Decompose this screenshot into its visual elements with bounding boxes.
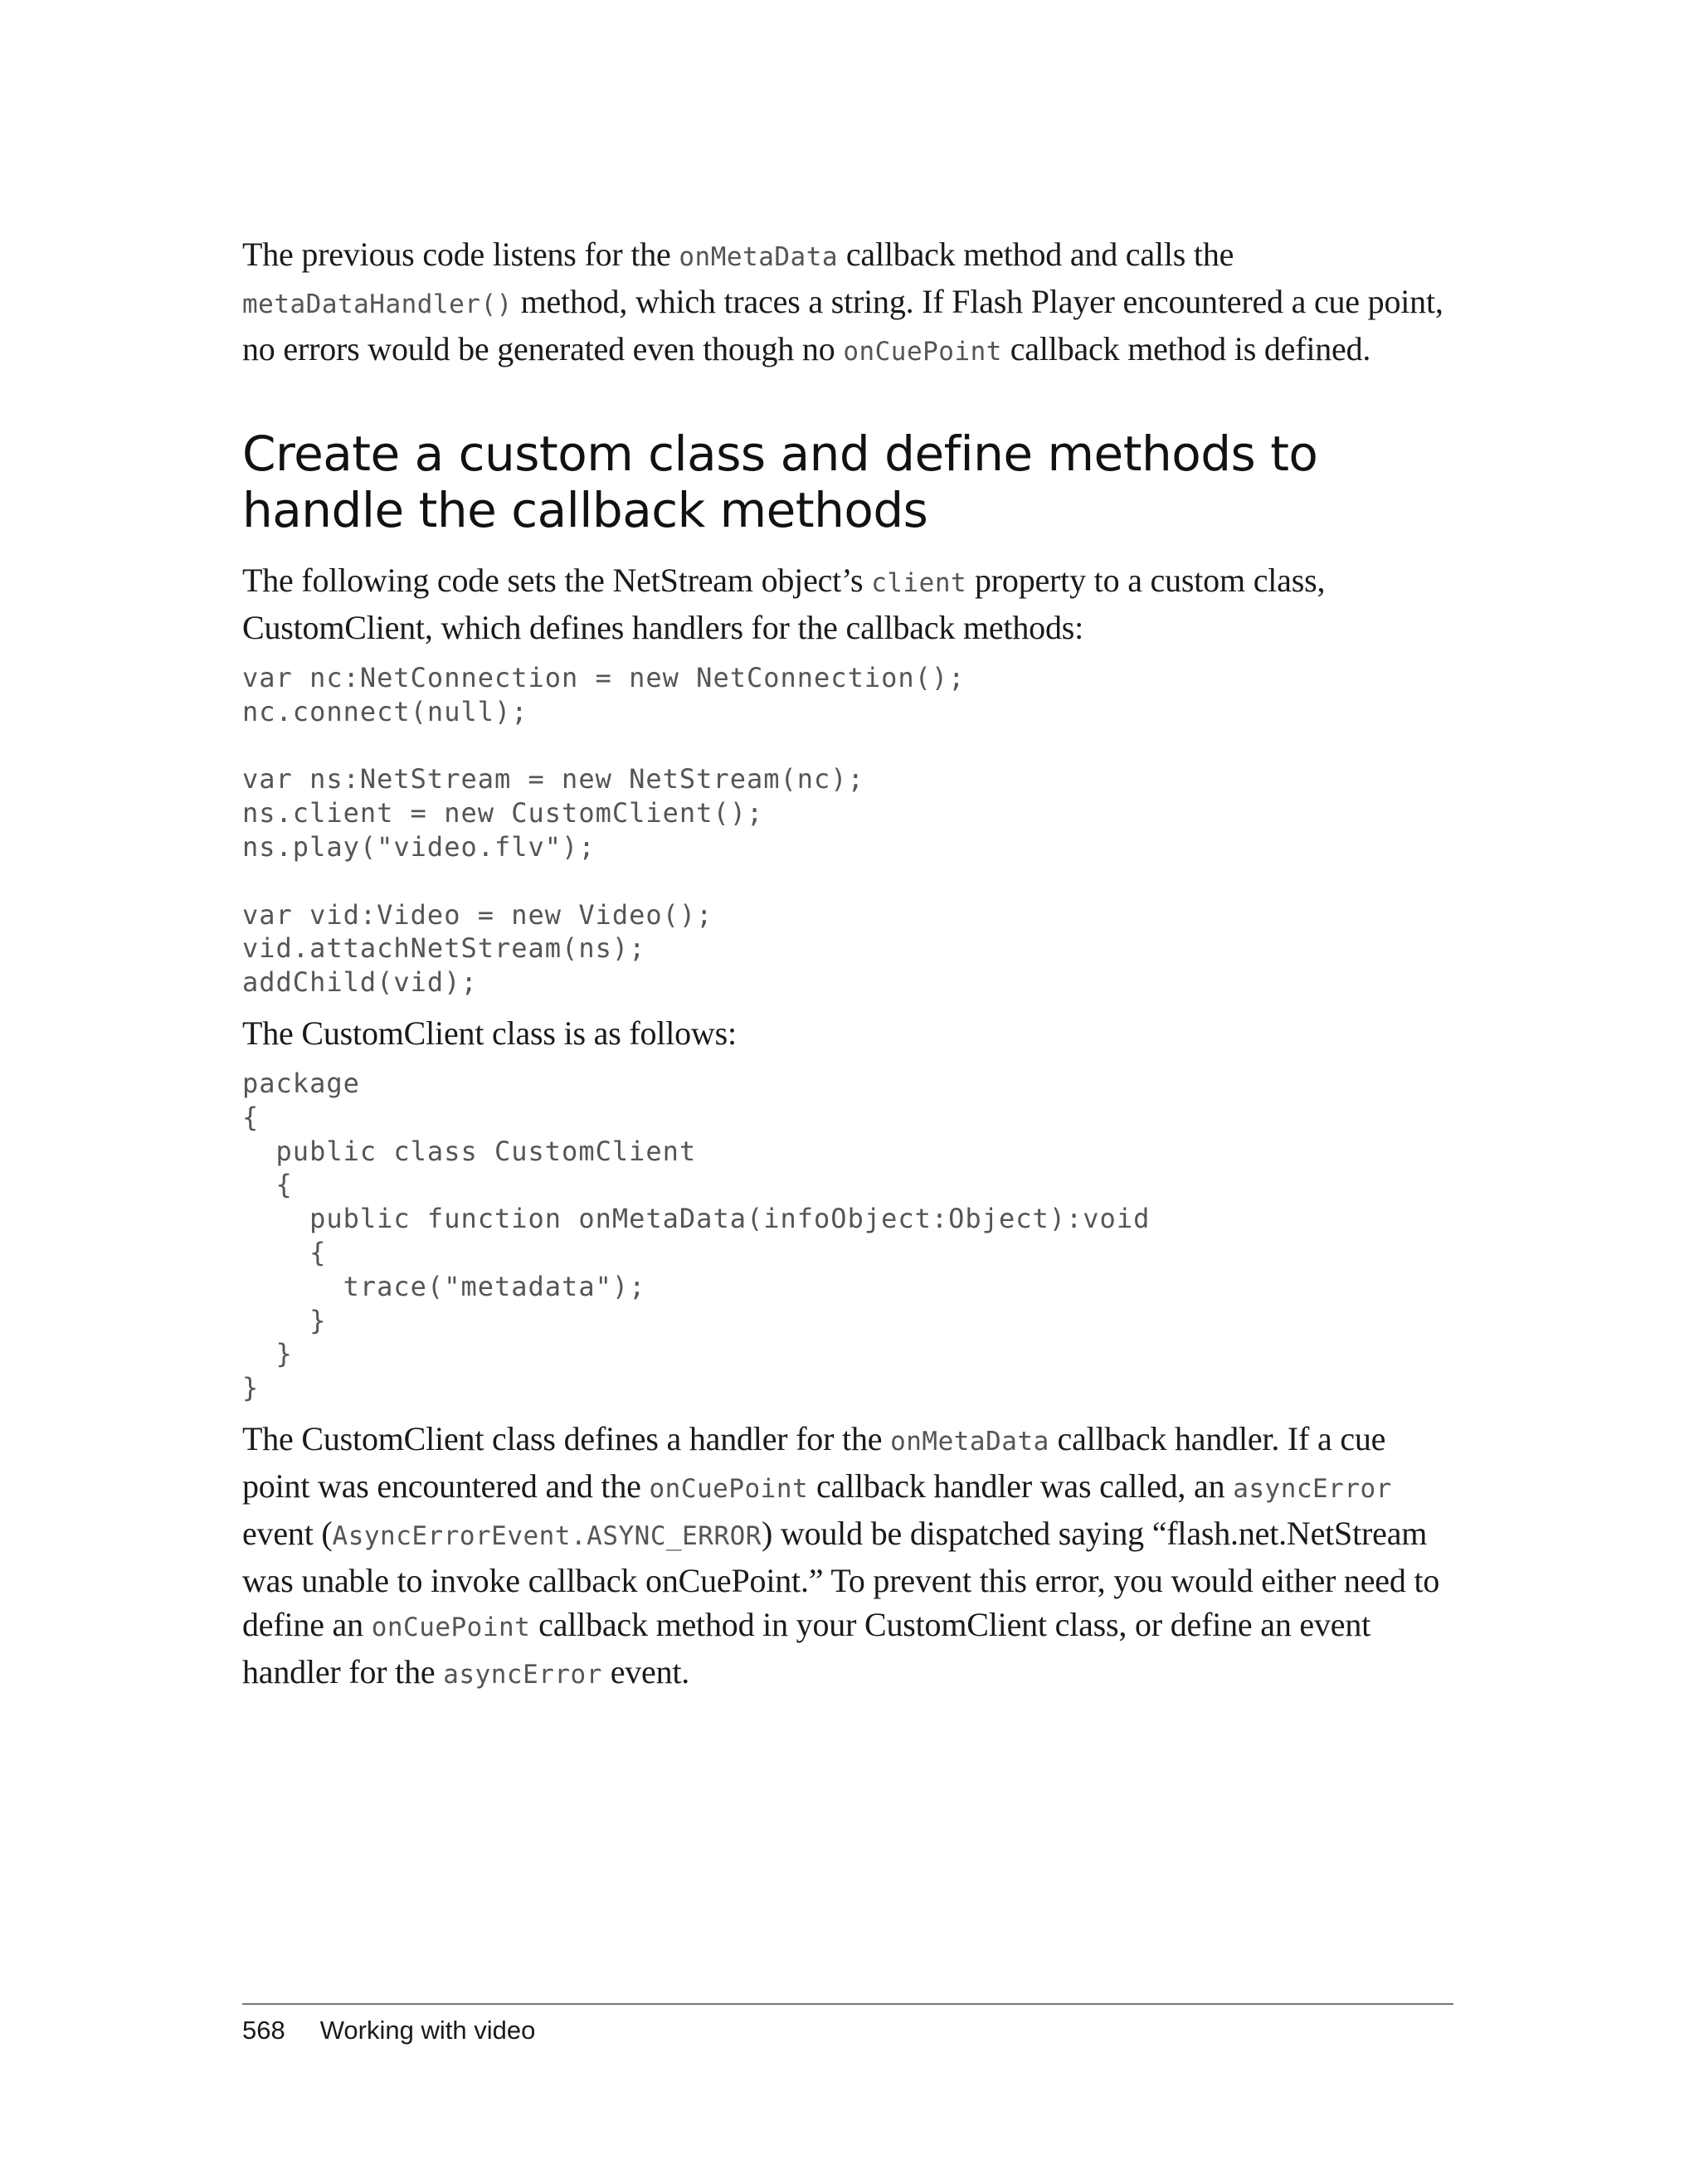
inline-code: onCuePoint: [649, 1473, 809, 1504]
section-heading: Create a custom class and define methods to handle the callback methods: [242, 426, 1318, 538]
inline-code: onMetaData: [679, 242, 839, 272]
page-footer: [242, 2016, 535, 2045]
text-span: event (: [242, 1514, 333, 1552]
text-span: callback handler. If a cue point was encountered and the: [242, 1419, 1386, 1505]
text-span: ) would be dispatched saying “flash.net.NetStream was unable to invoke callback onCuePoint.” To prevent this error, you would either need to define an: [242, 1514, 1440, 1643]
text-span: The CustomClient class defines a handler for the: [242, 1419, 891, 1457]
paragraph-class-intro: The CustomClient class is as follows:: [242, 1014, 737, 1052]
text-span: callback handler was called, an: [808, 1467, 1234, 1505]
footer-section-title: Working with video: [319, 2016, 536, 2045]
footer-divider: [242, 2003, 1453, 2005]
inline-code: asyncError: [1233, 1473, 1392, 1504]
page-content: [242, 232, 1453, 1697]
page-number: 568: [242, 2016, 285, 2045]
code-block-customclient: package { public class CustomClient { public function onMetaData(infoObject:Object):void { trace("metadata"); } } }: [242, 1067, 1151, 1404]
text-span: The previous code listens for the: [242, 236, 679, 273]
text-span: event.: [601, 1652, 690, 1690]
paragraph-intro: [242, 232, 1453, 374]
text-span: callback method is defined.: [1001, 330, 1371, 367]
inline-code: onMetaData: [890, 1426, 1049, 1457]
text-span: property to a custom class, CustomClient, which defines handlers for the callback methods:: [242, 562, 1326, 646]
inline-code: client: [871, 568, 967, 598]
inline-code: onCuePoint: [371, 1612, 531, 1642]
text-span: method, which traces a string. If Flash Player encountered a cue point, no errors would be generated even though no: [242, 283, 1443, 367]
inline-code: asyncError: [443, 1659, 602, 1690]
inline-code: metaDataHandler(): [242, 289, 513, 319]
paragraph-explanation: [242, 1417, 1453, 1697]
text-span: callback method in your CustomClient class, or define an event handler for the: [242, 1605, 1371, 1690]
text-span: The following code sets the NetStream object’s: [242, 562, 872, 599]
code-block-netstream: var nc:NetConnection = new NetConnection(); nc.connect(null); var ns:NetStream = new NetStream(nc); ns.client = new CustomClient(); ns.play("video.flv"); var vid:Video = new Video(); vid.attachNetStream(ns); addChild(vid);: [242, 662, 966, 999]
inline-code: onCuePoint: [843, 337, 1002, 367]
paragraph-client-property: [242, 558, 1453, 649]
inline-code: AsyncErrorEvent.ASYNC_ERROR: [332, 1520, 762, 1551]
text-span: callback method and calls the: [838, 236, 1234, 273]
